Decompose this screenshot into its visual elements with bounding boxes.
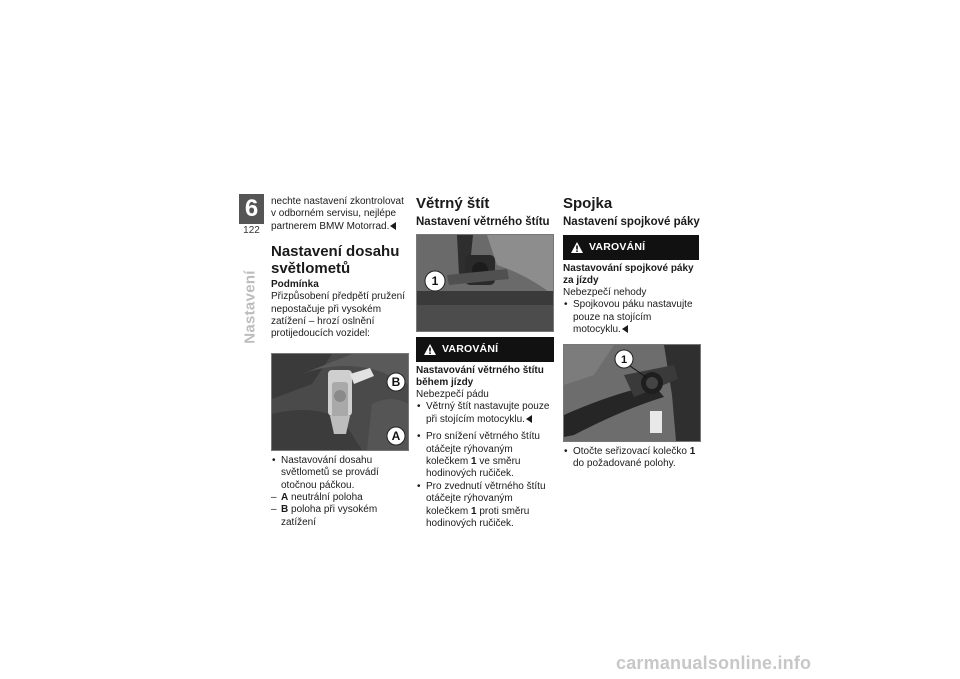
headlight-dash-list bbox=[271, 492, 409, 529]
list-item: • Spojkovou páku nastavujte pouze na stojícím motocyklu. bbox=[563, 299, 701, 336]
clutch-section-title: Spojka bbox=[563, 195, 613, 212]
clutch-warning-banner bbox=[563, 235, 699, 260]
clutch-bullets bbox=[563, 446, 701, 471]
list-item: • Větrný štít nastavujte pouze při stojícím motocyklu. bbox=[416, 401, 554, 426]
warning-icon bbox=[571, 242, 583, 253]
clutch-warning-title: Nastavování spojkové páky za jízdy bbox=[563, 263, 694, 286]
headlight-section-title: Nastavení dosahu světlometů bbox=[271, 243, 400, 278]
list-item: • Pro zvednutí větrného štítu otáčejte rýhovaným kolečkem 1 proti směru hodinových ručiček. bbox=[416, 481, 554, 531]
column-3 bbox=[563, 195, 701, 470]
headlight-adjuster-figure bbox=[271, 353, 409, 451]
list-item: – B poloha při vysokém zatížení bbox=[271, 504, 409, 529]
figure-label-1: 1 bbox=[431, 274, 439, 288]
warning-label: VAROVÁNÍ bbox=[589, 241, 646, 254]
chapter-number: 6 bbox=[239, 194, 264, 224]
list-item: • Pro snížení větrného štítu otáčejte rýhovaným kolečkem 1 ve směru hodinových ručiček. bbox=[416, 431, 554, 481]
figure-label-b: B bbox=[391, 374, 401, 389]
list-item: – A neutrální poloha bbox=[271, 492, 409, 504]
intro-text: nechte nastavení zkontrolovat v odborném servisu, nejlépe partnerem BMW Motorrad. bbox=[271, 196, 404, 232]
clutch-warning-bullets bbox=[563, 299, 701, 336]
end-mark-icon bbox=[390, 222, 396, 230]
figure-label-1: 1 bbox=[620, 353, 628, 366]
condition-text: Přizpůsobení předpětí pružení nepostačuje při vysokém zatížení – hrozí oslnění protijedoucích vozidel: bbox=[271, 291, 405, 340]
windshield-warning-banner bbox=[416, 337, 554, 362]
chapter-title-vertical bbox=[241, 262, 259, 352]
warning-icon bbox=[424, 344, 436, 355]
condition-title: Podmínka bbox=[271, 279, 319, 291]
figure-label-a: A bbox=[391, 428, 401, 443]
column-2 bbox=[416, 195, 554, 530]
column-1 bbox=[271, 196, 409, 529]
warning-label: VAROVÁNÍ bbox=[442, 343, 499, 356]
clutch-warning-sub: Nebezpečí nehody bbox=[563, 287, 647, 298]
chapter-tab bbox=[239, 194, 264, 236]
clutch-lever-figure bbox=[563, 344, 701, 442]
windshield-warning-title: Nastavování větrného štítu během jízdy bbox=[416, 365, 544, 388]
list-item: • Otočte seřizovací kolečko 1 do požadované polohy. bbox=[563, 446, 701, 471]
watermark: carmanualsonline.info bbox=[616, 653, 812, 673]
windshield-warning-sub: Nebezpečí pádu bbox=[416, 389, 489, 400]
windshield-section-title: Větrný štít bbox=[416, 195, 490, 212]
chapter-title: Nastavení bbox=[241, 270, 259, 344]
windshield-warning-bullets bbox=[416, 401, 554, 426]
list-item: • Nastavování dosahu světlometů se provádí otočnou páčkou. bbox=[271, 455, 409, 492]
windshield-subtitle: Nastavení větrného štítu bbox=[416, 216, 550, 228]
windshield-bullets bbox=[416, 431, 554, 530]
end-mark-icon bbox=[622, 325, 628, 333]
clutch-subtitle: Nastavení spojkové páky bbox=[563, 216, 700, 228]
headlight-bullets bbox=[271, 455, 409, 492]
windshield-figure bbox=[416, 234, 554, 332]
page-number: 122 bbox=[243, 225, 260, 236]
end-mark-icon bbox=[526, 415, 532, 423]
